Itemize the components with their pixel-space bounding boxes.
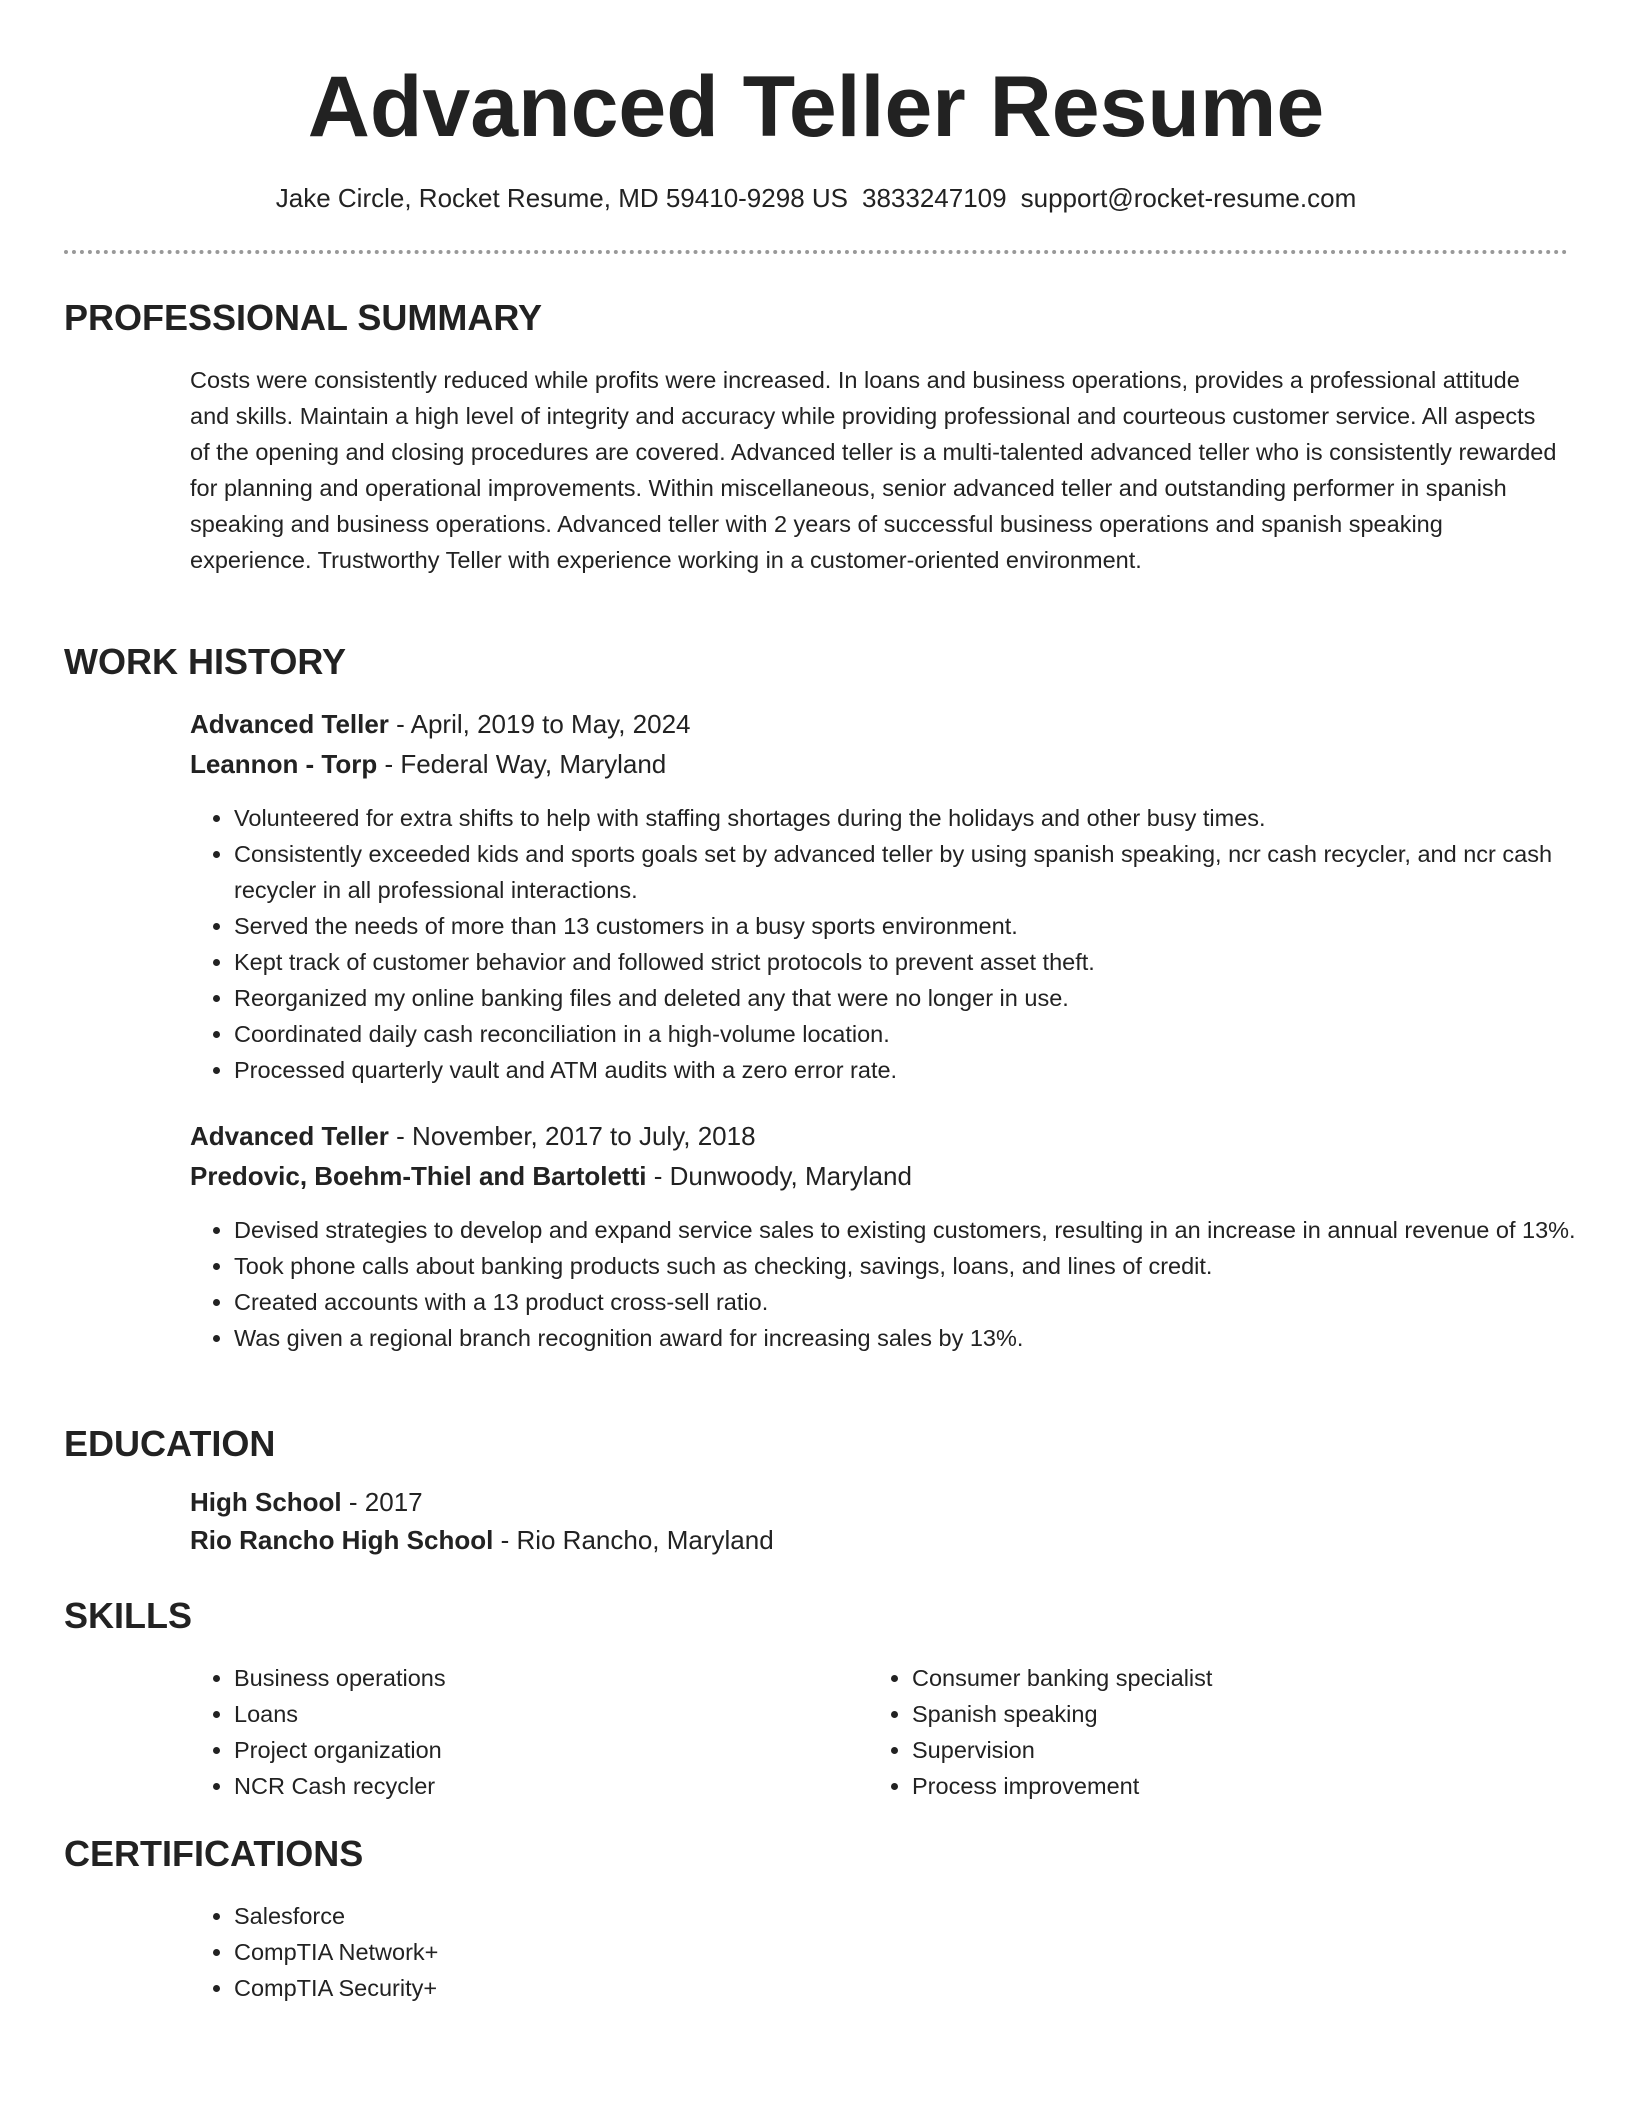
education-degree: High School — [190, 1487, 342, 1517]
job-1-title-line — [190, 704, 691, 744]
list-item: • Served the needs of more than 13 customers in a busy sports environment. — [234, 908, 1614, 944]
list-item: • Processed quarterly vault and ATM audits with a zero error rate. — [234, 1052, 1614, 1088]
education-location: - Rio Rancho, Maryland — [493, 1525, 774, 1555]
summary-text: Costs were consistently reduced while profits were increased. In loans and business operations, provides a professional attitude and skills. Maintain a high level of integrity and accuracy while providing professional and courteous customer service. All aspects of the opening and closing procedures are covered. Advanced teller is a multi-talented advanced teller who is consistently rewarded for planning and operational improvements. Within miscellaneous, senior advanced teller and outstanding performer in spanish speaking and business operations. Advanced teller with 2 years of successful business operations and spanish speaking experience. Trustworthy Teller with experience working in a customer-oriented environment. — [190, 367, 1557, 573]
section-title-work-history: WORK HISTORY — [64, 641, 347, 682]
job-location: - Dunwoody, Maryland — [646, 1161, 912, 1191]
job-2-title-line — [190, 1116, 756, 1156]
list-item: • Was given a regional branch recognition award for increasing sales by 13%. — [234, 1320, 1614, 1356]
job-2-bullets — [190, 1212, 1614, 1356]
skill-item: • Project organization — [234, 1732, 854, 1768]
email: support@rocket-resume.com — [1020, 183, 1357, 213]
skill-item: • Process improvement — [912, 1768, 1592, 1804]
header-divider — [64, 250, 1568, 254]
job-company: Leannon - Torp — [190, 749, 378, 779]
skill-item: • Consumer banking specialist — [912, 1660, 1592, 1696]
skills-left-list — [190, 1660, 854, 1804]
job-position: Advanced Teller — [190, 709, 389, 739]
education-year: - 2017 — [341, 1487, 423, 1517]
certification-item: • Salesforce — [234, 1898, 1614, 1934]
job-1-company-line — [190, 744, 666, 784]
section-title-summary: PROFESSIONAL SUMMARY — [64, 297, 543, 338]
certification-item: • CompTIA Security+ — [234, 1970, 1614, 2006]
list-item: • Created accounts with a 13 product cross-sell ratio. — [234, 1284, 1614, 1320]
list-item: • Devised strategies to develop and expand service sales to existing customers, resulting in an increase in annual revenue of 13%. — [234, 1212, 1614, 1248]
job-2-company-line — [190, 1156, 912, 1196]
list-item: • Reorganized my online banking files and deleted any that were no longer in use. — [234, 980, 1614, 1016]
list-item: • Kept track of customer behavior and followed strict protocols to prevent asset theft. — [234, 944, 1614, 980]
job-dates: - November, 2017 to July, 2018 — [388, 1121, 756, 1151]
job-company: Predovic, Boehm-Thiel and Bartoletti — [190, 1161, 647, 1191]
job-1-bullets — [190, 800, 1614, 1088]
list-item: • Coordinated daily cash reconciliation in a high-volume location. — [234, 1016, 1614, 1052]
list-item: • Volunteered for extra shifts to help with staffing shortages during the holidays and other busy times. — [234, 800, 1614, 836]
job-location: - Federal Way, Maryland — [377, 749, 667, 779]
skill-item: • NCR Cash recycler — [234, 1768, 854, 1804]
education-school-line — [190, 1520, 774, 1560]
education-school: Rio Rancho High School — [190, 1525, 494, 1555]
skill-item: • Business operations — [234, 1660, 854, 1696]
skills-right-list — [868, 1660, 1592, 1804]
job-dates: - April, 2019 to May, 2024 — [388, 709, 691, 739]
resume-title: Advanced Teller Resume — [307, 59, 1325, 155]
skill-item: • Spanish speaking — [912, 1696, 1592, 1732]
skill-item: • Loans — [234, 1696, 854, 1732]
contact-line — [0, 180, 1632, 216]
phone: 3833247109 — [862, 183, 1007, 213]
job-position: Advanced Teller — [190, 1121, 389, 1151]
list-item: • Consistently exceeded kids and sports goals set by advanced teller by using spanish speaking, ncr cash recycler, and ncr cash recycler in all professional interactions. — [234, 836, 1614, 908]
section-title-certifications: CERTIFICATIONS — [64, 1833, 364, 1874]
list-item: • Took phone calls about banking products such as checking, savings, loans, and lines of credit. — [234, 1248, 1614, 1284]
section-title-education: EDUCATION — [64, 1423, 276, 1464]
skill-item: • Supervision — [912, 1732, 1592, 1768]
address: Jake Circle, Rocket Resume, MD 59410-9298 US — [275, 183, 848, 213]
section-title-skills: SKILLS — [64, 1595, 193, 1636]
certifications-list — [190, 1898, 1614, 2006]
education-degree-line — [190, 1482, 423, 1522]
certification-item: • CompTIA Network+ — [234, 1934, 1614, 1970]
